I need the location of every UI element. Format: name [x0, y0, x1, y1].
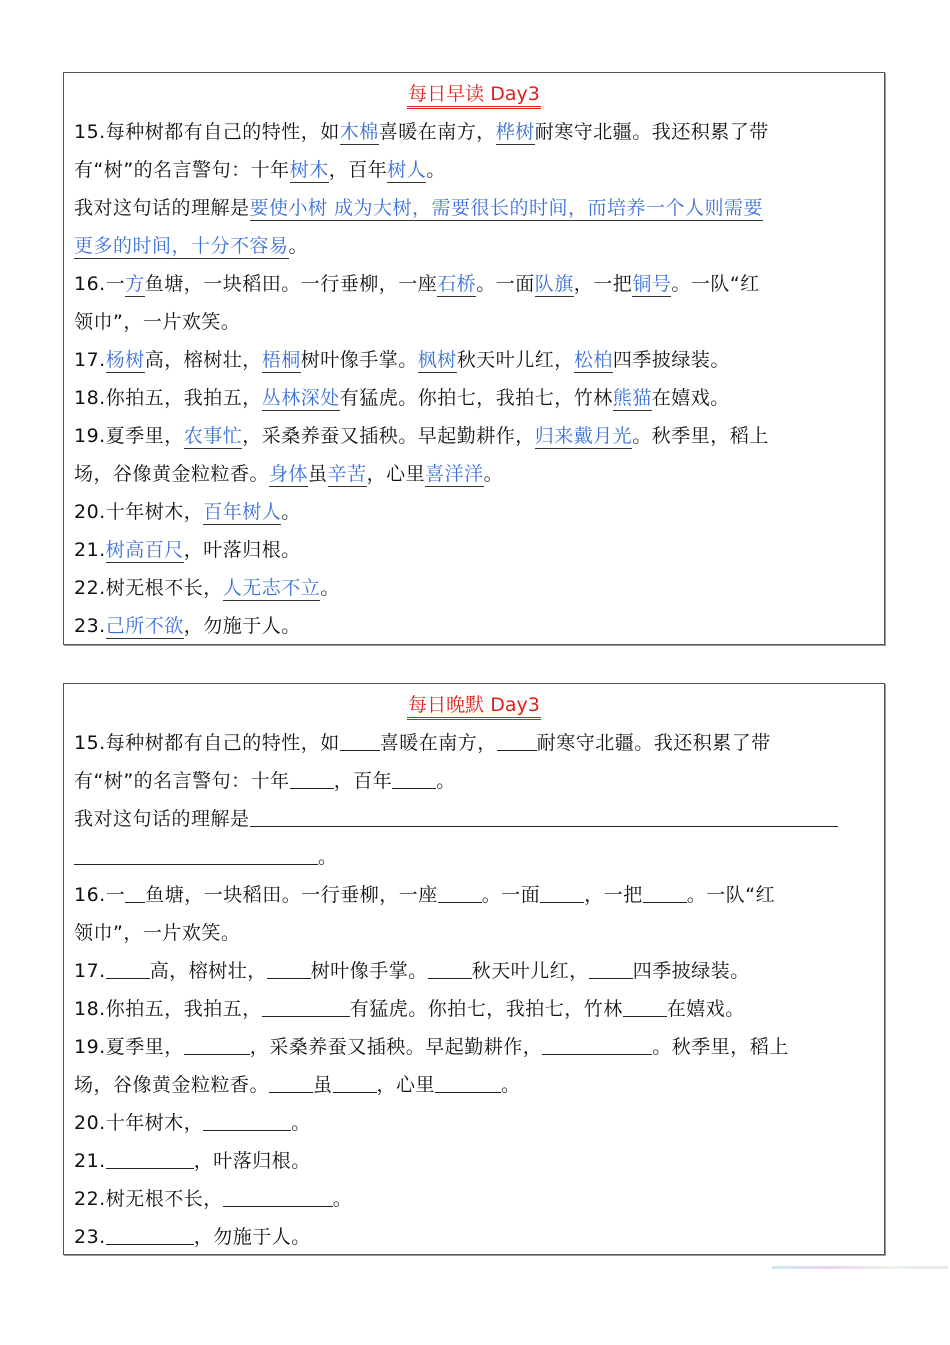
fill-blank[interactable] [262, 994, 350, 1017]
fill-blank[interactable] [340, 728, 380, 751]
fill-blank[interactable] [74, 842, 318, 865]
answer: 树高百尺 [105, 539, 184, 561]
item-21: 21. ，叶落归根。 [74, 1142, 874, 1180]
answer: 梧桐 [261, 349, 301, 371]
answer: 辛苦 [327, 463, 367, 485]
answer: 更多的时间，十分不容易 [74, 235, 289, 257]
evening-dictation-card [63, 683, 885, 1255]
fill-blank[interactable] [540, 880, 584, 903]
answer: 丛林深处 [261, 387, 340, 409]
item-18: 18.你拍五，我拍五，丛林深处有猛虎。你拍七，我拍七，竹林熊猫在嬉戏。 [74, 387, 730, 409]
fill-blank[interactable] [106, 956, 150, 979]
item-19-line-2: 场，谷像黄金粒粒香。身体虽辛苦，心里喜洋洋。 [74, 463, 504, 485]
morning-reading-card [63, 72, 885, 645]
item-17: 17.杨树高，榕树壮，梧桐树叶像手掌。枫树秋天叶儿红，松柏四季披绿装。 [74, 349, 730, 371]
fill-blank[interactable] [184, 1032, 250, 1055]
item-17: 17. 高，榕树壮， 树叶像手掌。 秋天叶儿红， 四季披绿装。 [74, 952, 874, 990]
fill-blank[interactable] [106, 1146, 194, 1169]
fill-blank[interactable] [333, 1070, 377, 1093]
fill-blank[interactable] [290, 766, 334, 789]
item-23: 23.己所不欲，勿施于人。 [74, 615, 301, 637]
fill-blank[interactable] [250, 804, 838, 827]
item-15-line-4: 。 [74, 838, 874, 876]
item-20: 20.十年树木， 。 [74, 1104, 874, 1142]
item-21: 21.树高百尺，叶落归根。 [74, 539, 301, 561]
answer: 农事忙 [183, 425, 243, 447]
fill-blank[interactable] [106, 1222, 194, 1245]
item-19-line-2: 场，谷像黄金粒粒香。 虽 ，心里 。 [74, 1066, 874, 1104]
answer: 树人 [387, 159, 427, 181]
item-20: 20.十年树木，百年树人。 [74, 501, 301, 523]
fill-blank[interactable] [542, 1032, 652, 1055]
item-19-line-1: 19.夏季里， ，采桑养蚕又插秧。早起勤耕作， 。秋季里，稻上 [74, 1028, 874, 1066]
answer: 松柏 [573, 349, 613, 371]
answer: 树木 [289, 159, 329, 181]
item-15-line-1: 15.每种树都有自己的特性，如木棉喜暖在南方，桦树耐寒守北疆。我还积累了带 [74, 121, 769, 143]
item-16-line-1: 16.一方鱼塘，一块稻田。一行垂柳，一座石桥。一面队旗，一把铜号。一队“红 [74, 273, 760, 295]
fill-blank[interactable] [269, 1070, 313, 1093]
answer: 身体 [269, 463, 309, 485]
answer: 百年树人 [203, 501, 282, 523]
fill-blank[interactable] [125, 880, 145, 903]
answer: 杨树 [105, 349, 145, 371]
decorative-divider [772, 1266, 948, 1269]
answer: 喜洋洋 [425, 463, 484, 485]
fill-blank[interactable] [643, 880, 687, 903]
fill-blank[interactable] [623, 994, 667, 1017]
fill-blank[interactable] [589, 956, 633, 979]
item-15-line-2: 有“树”的名言警句：十年树木，百年树人。 [74, 159, 446, 181]
item-15-line-4: 更多的时间，十分不容易。 [74, 235, 309, 257]
answer: 桦树 [495, 121, 535, 143]
answer: 要使小树 成为大树，需要很长的时间，而培养一个人则需要 [249, 197, 764, 219]
card-title: 每日晚默 Day3 [74, 688, 874, 724]
fill-blank[interactable] [203, 1108, 291, 1131]
answer: 队旗 [534, 273, 574, 295]
answer: 枫树 [417, 349, 457, 371]
answer: 石桥 [437, 273, 477, 295]
fill-blank[interactable] [497, 728, 537, 751]
fill-blank[interactable] [223, 1184, 333, 1207]
fill-blank[interactable] [392, 766, 436, 789]
answer: 归来戴月光 [534, 425, 633, 447]
fill-blank[interactable] [267, 956, 311, 979]
item-18: 18.你拍五，我拍五， 有猛虎。你拍七，我拍七，竹林 在嬉戏。 [74, 990, 874, 1028]
item-22: 22.树无根不长， 。 [74, 1180, 874, 1218]
answer: 熊猫 [612, 387, 652, 409]
answer: 方 [125, 273, 145, 295]
item-23: 23. ，勿施于人。 [74, 1218, 874, 1256]
item-15-line-3: 我对这句话的理解是 [74, 800, 874, 838]
item-16-line-2: 领巾”，一片欢笑。 [74, 922, 241, 944]
answer: 铜号 [632, 273, 672, 295]
fill-blank[interactable] [438, 880, 482, 903]
answer: 己所不欲 [105, 615, 184, 637]
item-15-line-1: 15.每种树都有自己的特性，如 喜暖在南方， 耐寒守北疆。我还积累了带 [74, 724, 874, 762]
item-16-line-1: 16.一 鱼塘，一块稻田。一行垂柳，一座 。一面 ，一把 。一队“红 [74, 876, 874, 914]
fill-blank[interactable] [428, 956, 472, 979]
item-22: 22.树无根不长，人无志不立。 [74, 577, 340, 599]
card-title: 每日早读 Day3 [74, 77, 874, 113]
item-15-line-2: 有“树”的名言警句：十年 ，百年 。 [74, 762, 874, 800]
item-19-line-1: 19.夏季里，农事忙，采桑养蚕又插秧。早起勤耕作，归来戴月光。秋季里，稻上 [74, 425, 769, 447]
answer: 人无志不立 [222, 577, 321, 599]
answer: 木棉 [339, 121, 379, 143]
fill-blank[interactable] [435, 1070, 501, 1093]
item-15-line-3: 我对这句话的理解是要使小树 成为大树，需要很长的时间，而培养一个人则需要 [74, 197, 764, 219]
item-16-line-2: 领巾”，一片欢笑。 [74, 311, 241, 333]
